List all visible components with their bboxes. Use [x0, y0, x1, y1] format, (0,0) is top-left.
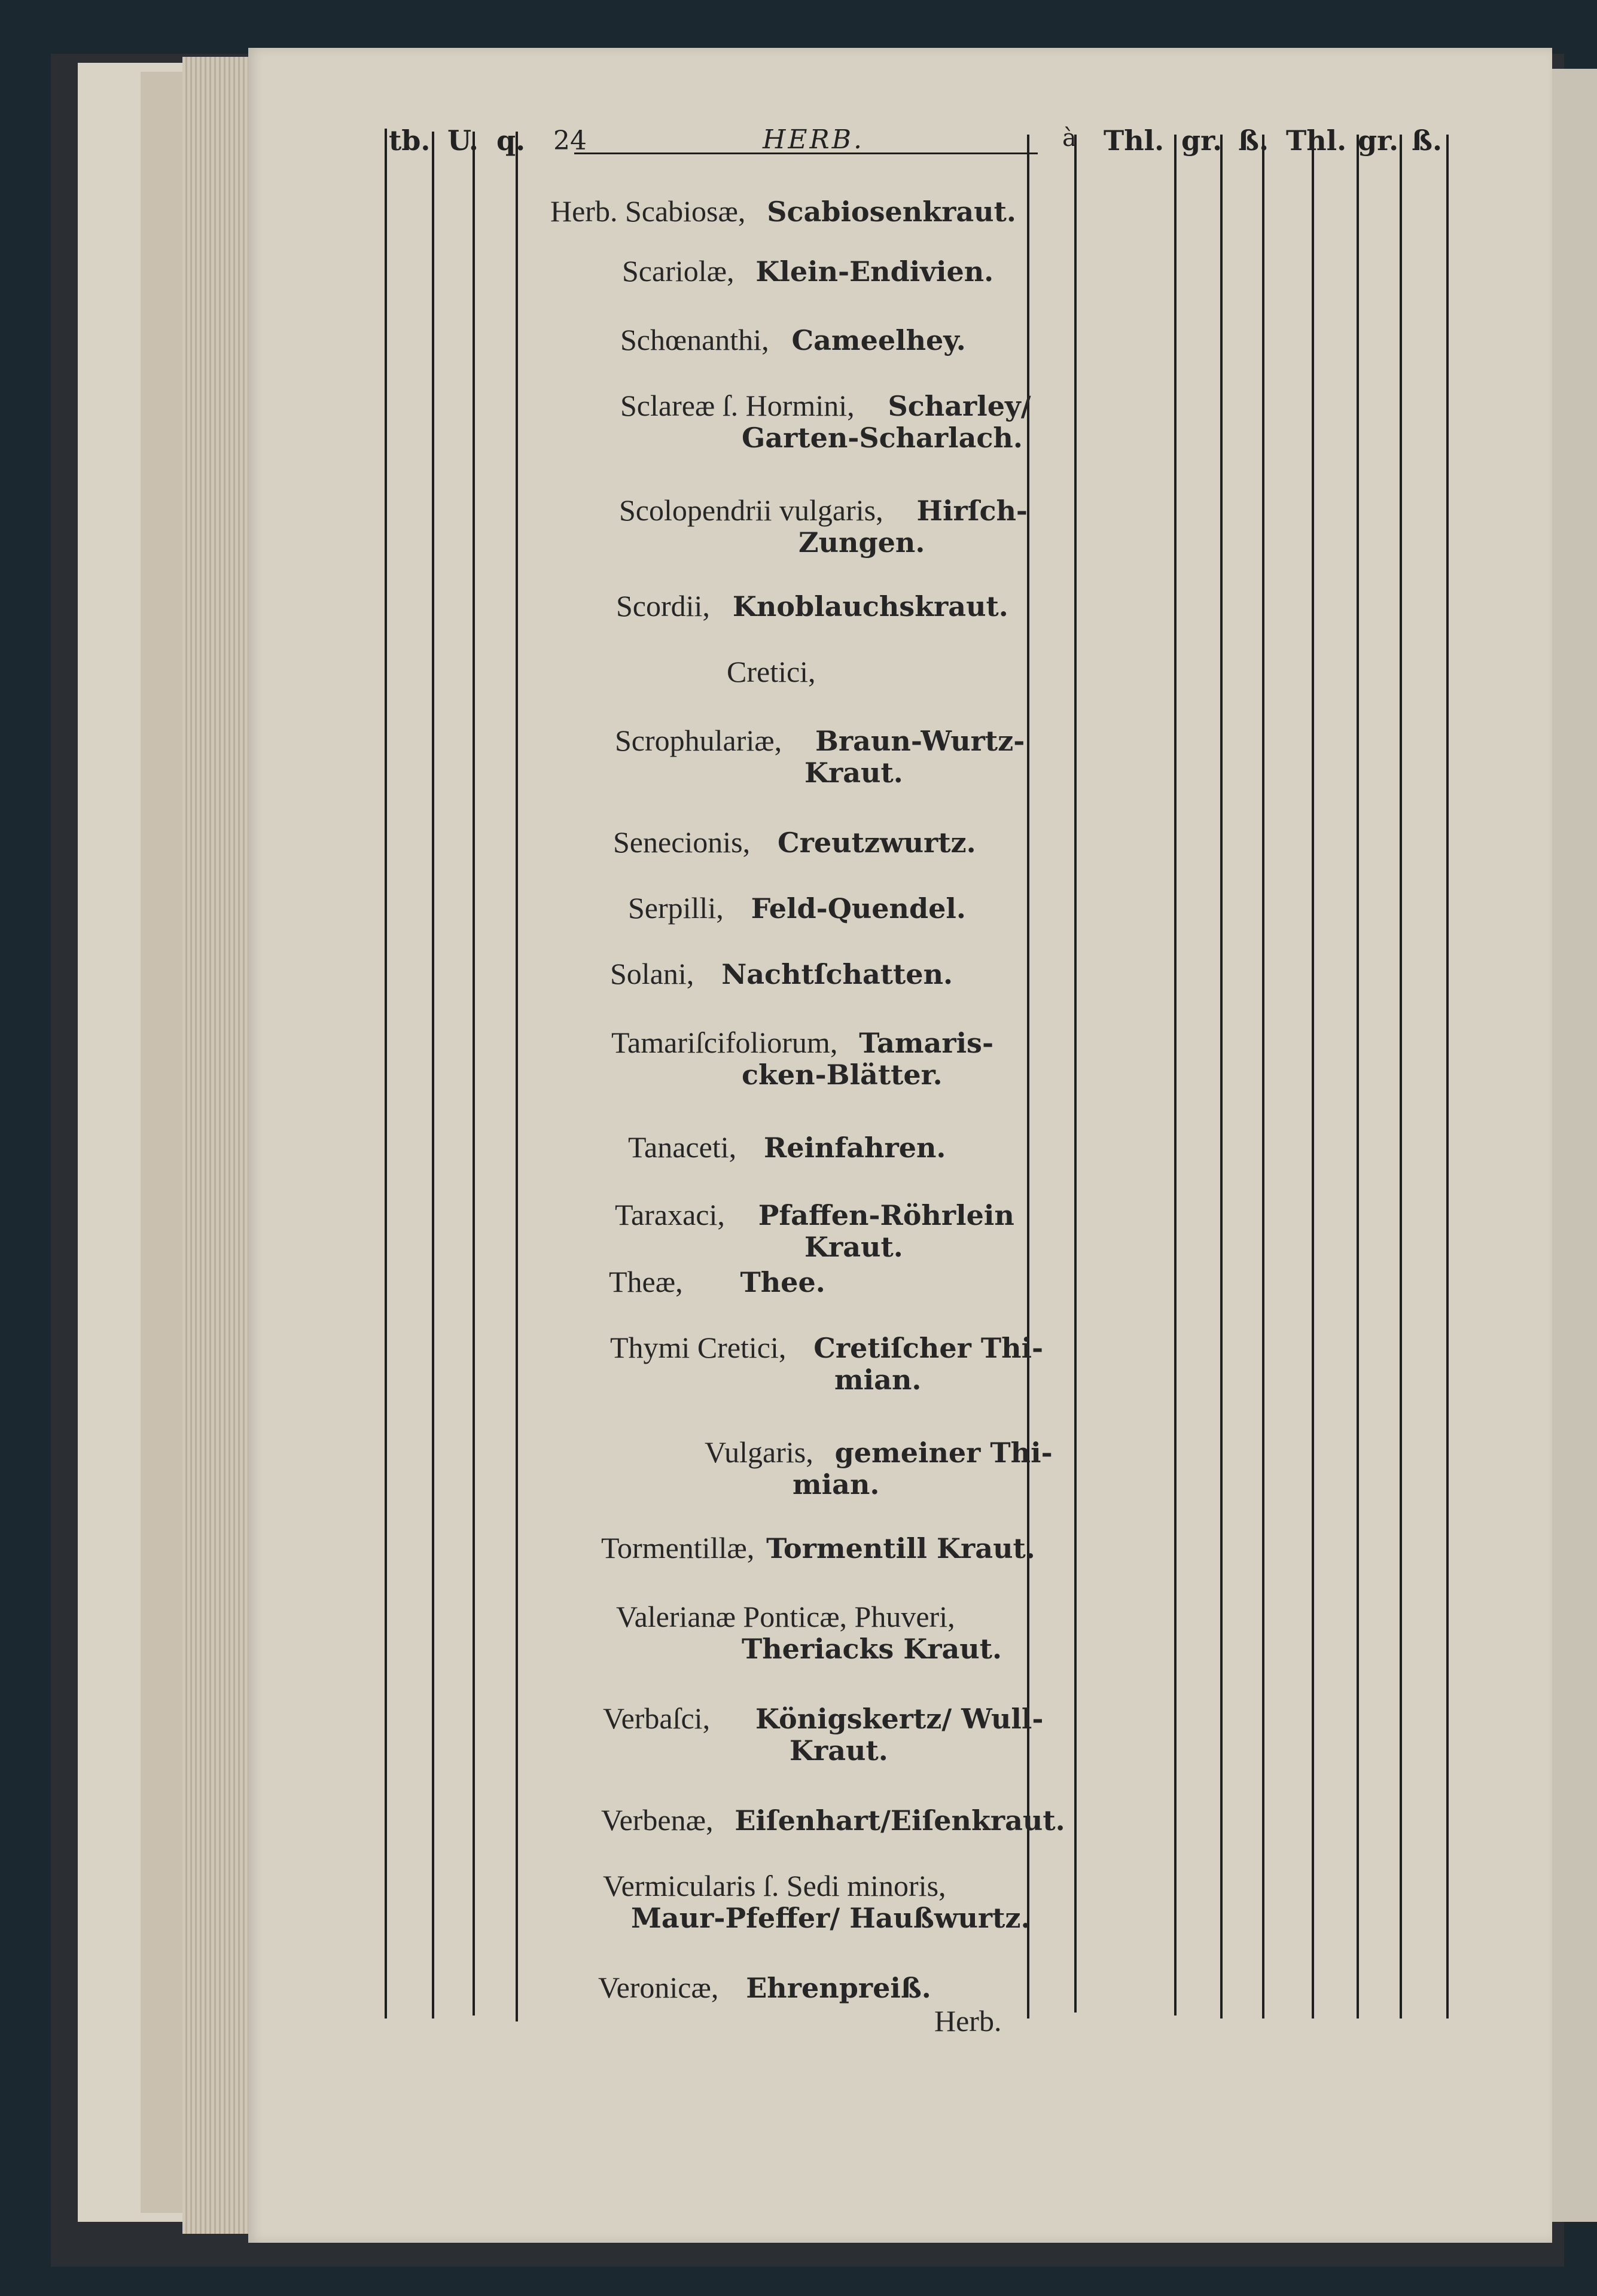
latin-name: Scolopendrii vulgaris,	[619, 493, 883, 527]
latin-name: Tamariſcifoliorum,	[611, 1026, 838, 1059]
list-item	[705, 1432, 1053, 1472]
column-header-q: q.	[496, 124, 526, 157]
german-name: Tamaris-	[859, 1027, 994, 1059]
column-header-pfennig-2: ß.	[1412, 124, 1442, 157]
column-header-tb: tb.	[389, 124, 431, 157]
column-header-a: à	[1062, 124, 1077, 152]
latin-name: Scrophulariæ,	[615, 724, 782, 757]
column-rule	[432, 132, 434, 2018]
latin-name: Serpilli,	[628, 891, 724, 925]
latin-name: Herb. Scabiosæ,	[550, 194, 746, 228]
list-item	[622, 251, 993, 291]
german-name: Thee.	[740, 1266, 825, 1298]
column-header-thaler-1: Thl.	[1104, 124, 1165, 157]
german-name: Klein-Endivien.	[755, 255, 994, 288]
latin-name: Verbenæ,	[601, 1803, 714, 1837]
column-rule	[1357, 135, 1359, 2018]
latin-name: Sclareæ ſ. Hormini,	[620, 389, 855, 422]
column-header-pfennig-1: ß.	[1238, 124, 1269, 157]
column-header-groschen-1: gr.	[1181, 124, 1223, 157]
list-item	[601, 1800, 1065, 1840]
list-item	[550, 191, 1016, 231]
column-header-groschen-2: gr.	[1358, 124, 1399, 157]
column-rule	[1400, 135, 1402, 2018]
column-rule	[1262, 135, 1264, 2018]
list-item	[620, 386, 1031, 426]
list-item	[603, 1866, 946, 1905]
column-rule	[385, 129, 387, 2018]
german-name-continued: Maur-Pfeffer/ Haußwurtz.	[631, 1902, 1031, 1934]
german-name: Eiſenhart/Eiſenkraut.	[735, 1804, 1065, 1837]
german-name: Cameelhey.	[791, 324, 966, 356]
catchword: Herb.	[934, 2004, 1002, 2038]
german-name: Braun-Wurtz-	[815, 725, 1025, 757]
german-name: Creutzwurtz.	[778, 827, 976, 859]
german-name: Feld-Quendel.	[751, 892, 966, 925]
latin-name: Theæ,	[609, 1265, 683, 1298]
german-name: Reinfahren.	[764, 1132, 946, 1164]
column-rule	[1446, 135, 1449, 2018]
column-rule	[1174, 135, 1177, 2016]
list-item	[616, 586, 1008, 626]
latin-name: Tanaceti,	[628, 1130, 737, 1164]
column-rule	[1220, 135, 1223, 2018]
latin-name: Verbaſci,	[603, 1702, 711, 1735]
german-name: Hirſch-	[916, 495, 1028, 527]
german-name-continued: Theriacks Kraut.	[742, 1633, 1002, 1665]
list-item	[615, 721, 1025, 761]
list-item	[628, 888, 966, 928]
list-item	[610, 954, 953, 994]
list-item	[727, 652, 816, 691]
german-name-continued: Kraut.	[790, 1734, 888, 1767]
german-name: Pfaffen-Röhrlein	[758, 1199, 1014, 1231]
stacked-page-edges	[182, 57, 254, 2234]
list-item	[603, 1699, 1043, 1739]
list-item	[620, 320, 966, 360]
running-title: HERB.	[763, 124, 864, 155]
german-name: Scharley/	[888, 390, 1031, 422]
german-name: Scabiosenkraut.	[767, 196, 1016, 228]
german-name-continued: Kraut.	[804, 757, 903, 789]
page-number: 24	[553, 126, 587, 156]
latin-name: Thymi Cretici,	[610, 1331, 787, 1364]
list-item	[610, 1328, 1043, 1368]
german-name-continued: Zungen.	[798, 526, 925, 559]
column-header-thaler-2: Thl.	[1286, 124, 1347, 157]
column-rule	[516, 132, 518, 2021]
latin-name: Scordii,	[616, 589, 710, 623]
german-name: Ehrenpreiß.	[746, 1972, 931, 2004]
latin-name: Solani,	[610, 957, 694, 990]
list-item	[615, 1195, 1014, 1235]
german-name-continued: Kraut.	[804, 1231, 903, 1263]
list-item	[619, 490, 1028, 530]
latin-name: Cretici,	[727, 655, 816, 688]
list-item	[609, 1262, 825, 1302]
list-item	[601, 1528, 1035, 1568]
column-rule	[1312, 135, 1314, 2018]
list-item	[611, 1023, 993, 1063]
latin-name: Veronicæ,	[598, 1971, 719, 2004]
german-name: Knoblauchskraut.	[732, 590, 1008, 623]
list-item	[598, 1968, 931, 2008]
german-name-continued: cken-Blätter.	[742, 1059, 943, 1091]
latin-name: Scariolæ,	[622, 254, 735, 288]
column-rule	[1074, 135, 1077, 2013]
latin-name: Valerianæ Ponticæ, Phuveri,	[616, 1600, 955, 1633]
latin-name: Vermicularis ſ. Sedi minoris,	[603, 1869, 946, 1902]
latin-name: Taraxaci,	[615, 1198, 725, 1231]
latin-name: Vulgaris,	[705, 1435, 813, 1469]
column-rule	[473, 132, 475, 2016]
german-name-continued: mian.	[834, 1364, 922, 1396]
list-item	[616, 1597, 955, 1636]
german-name: Königskertz/ Wull-	[755, 1703, 1044, 1735]
german-name: gemeiner Thi-	[834, 1437, 1053, 1469]
german-name: Nachtſchatten.	[721, 958, 953, 990]
german-name-continued: Garten-Scharlach.	[742, 422, 1023, 454]
latin-name: Schœnanthi,	[620, 323, 769, 356]
list-item	[628, 1127, 946, 1167]
german-name-continued: mian.	[793, 1468, 880, 1501]
column-header-u: U.	[447, 124, 479, 157]
german-name: Cretiſcher Thi-	[813, 1332, 1044, 1364]
german-name: Tormentill Kraut.	[766, 1532, 1035, 1565]
latin-name: Senecionis,	[613, 825, 751, 859]
latin-name: Tormentillæ,	[601, 1531, 755, 1565]
list-item	[613, 822, 976, 862]
